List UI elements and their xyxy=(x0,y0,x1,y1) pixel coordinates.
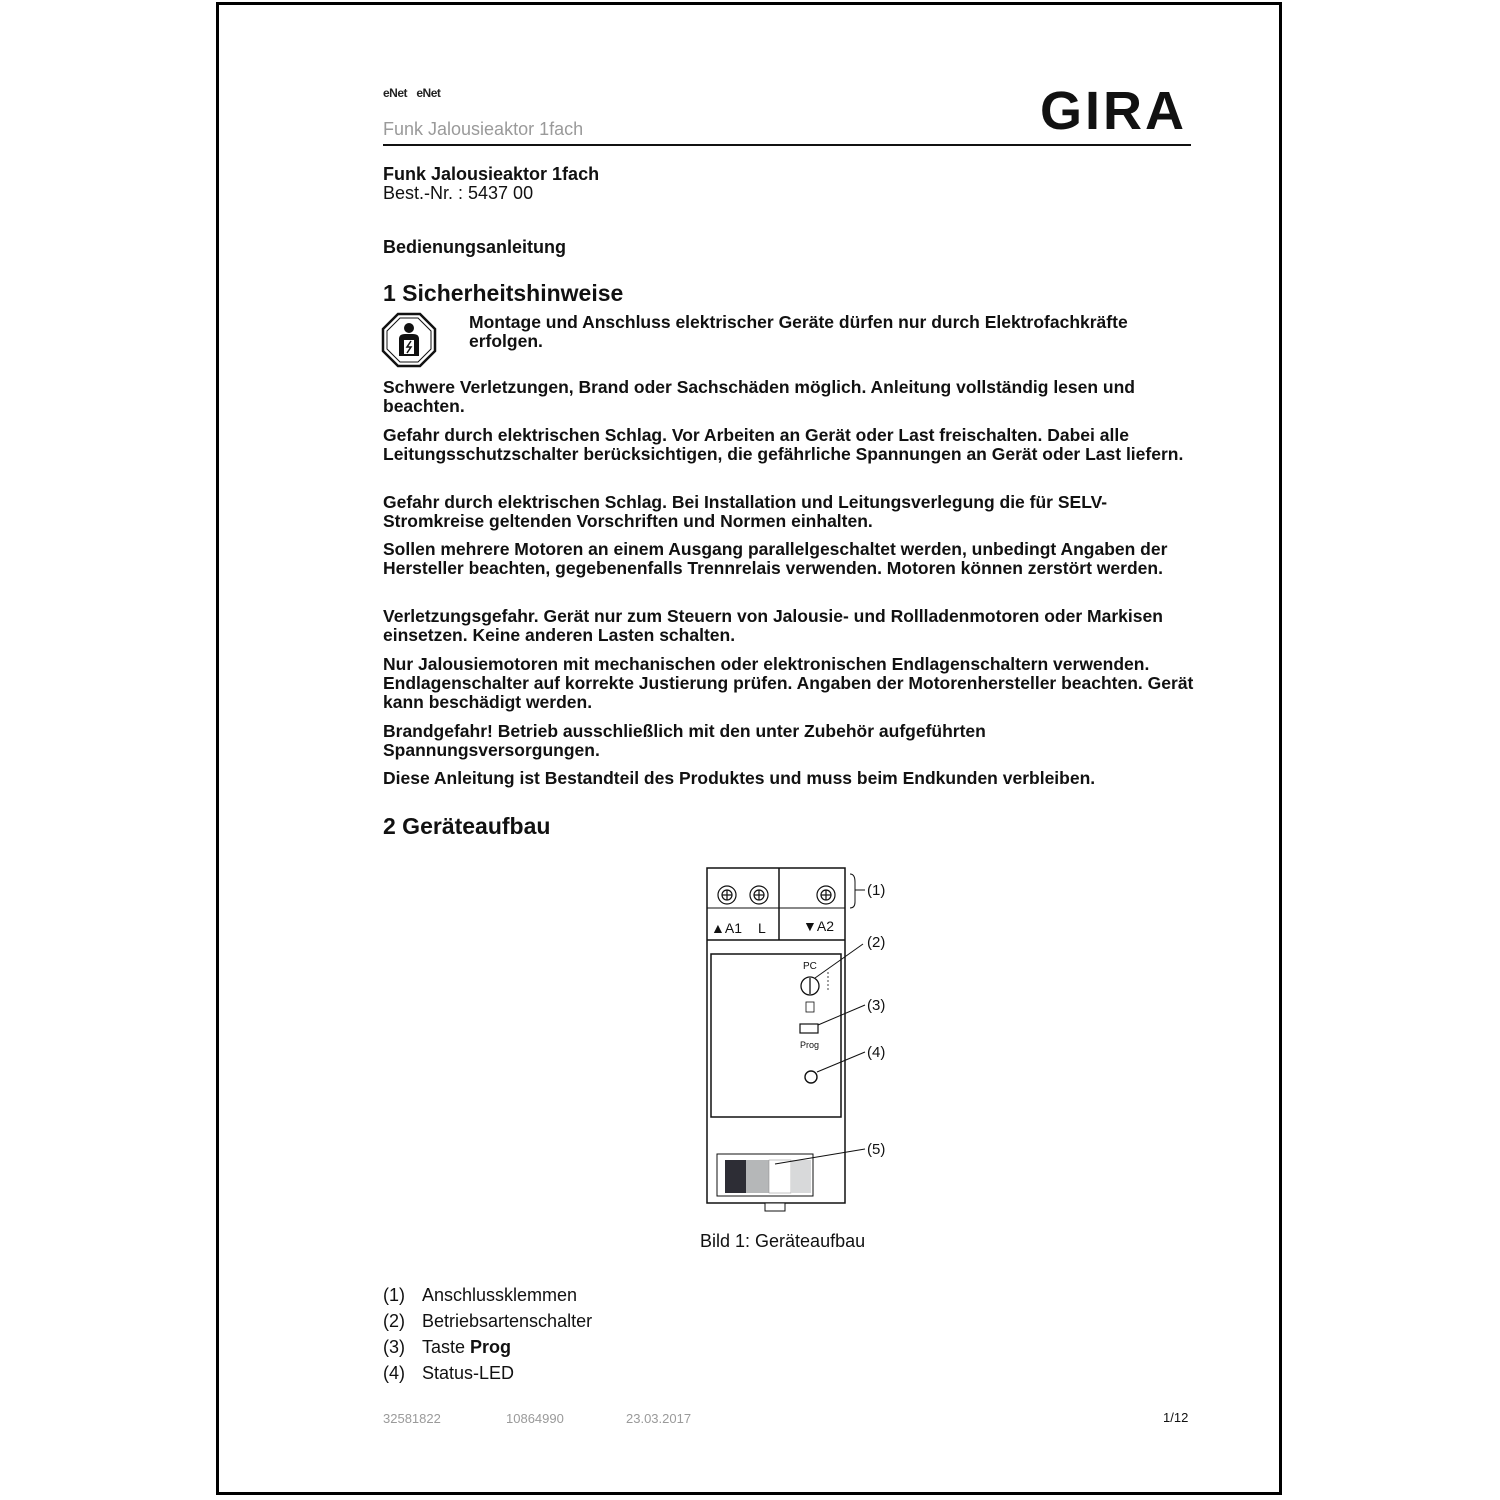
safety-paragraph: Gefahr durch elektrischen Schlag. Vor Arbeiten an Gerät oder Last freischalten. Dabei alle Leitungsschutzschalter berücksichtigen, die gefährliche Spannungen an Gerät oder Last liefern. xyxy=(383,425,1184,464)
callout-1: (1) xyxy=(867,882,886,899)
footer-code-2: 10864990 xyxy=(506,1411,564,1426)
legend-number: (4) xyxy=(383,1363,405,1383)
enet-logos xyxy=(383,86,446,100)
legend-text: Status-LED xyxy=(422,1363,515,1383)
status-led-icon xyxy=(805,1071,817,1083)
header-subtitle: Funk Jalousieaktor 1fach xyxy=(383,119,584,139)
safety-paragraph: Verletzungsgefahr. Gerät nur zum Steuern von Jalousie- und Rollladenmotoren oder Markisen einsetzen. Keine anderen Lasten schalten. xyxy=(383,606,1163,645)
safety-paragraph: Gefahr durch elektrischen Schlag. Bei Installation und Leitungsverlegung die für SELV-Stromkreise geltenden Vorschriften und Normen einhalten. xyxy=(383,492,1108,531)
safety-paragraph: Sollen mehrere Motoren an einem Ausgang parallelgeschaltet werden, unbedingt Angaben der Hersteller beachten, gegebenenfalls Trennrelais verwenden. Motoren können zerstört werden. xyxy=(383,539,1168,578)
legend-text: Anschlussklemmen xyxy=(422,1285,578,1305)
terminal-label-l: L xyxy=(758,920,766,936)
button-label: Prog xyxy=(800,1040,820,1050)
product-title: Funk Jalousieaktor 1fach xyxy=(383,164,600,184)
footer-code-1: 32581822 xyxy=(383,1411,441,1426)
switch-label: PC xyxy=(803,961,817,972)
legend-number: (1) xyxy=(383,1285,405,1305)
page-number: 1/12 xyxy=(1163,1410,1189,1425)
section-heading-safety: 1 Sicherheitshinweise xyxy=(383,280,624,306)
legend-text: Taste xyxy=(422,1337,471,1357)
figure-caption: Bild 1: Geräteaufbau xyxy=(700,1231,866,1251)
callout-3: (3) xyxy=(867,997,886,1014)
terminal-label-a1: ▲A1 xyxy=(711,920,742,936)
prog-button-icon xyxy=(800,1024,818,1033)
footer-date: 23.03.2017 xyxy=(626,1411,692,1426)
legend-text-bold: Prog xyxy=(470,1337,512,1357)
enet-logo: eNet xyxy=(383,86,408,100)
callout-4: (4) xyxy=(867,1044,886,1061)
safety-paragraph: Diese Anleitung ist Bestandteil des Produktes und muss beim Endkunden verbleiben. xyxy=(383,768,1096,788)
legend-text: Betriebsartenschalter xyxy=(422,1311,593,1331)
safety-paragraph: Brandgefahr! Betrieb ausschließlich mit den unter Zubehör aufgeführten Spannungsversorgungen. xyxy=(383,721,986,760)
section-heading-device-structure: 2 Geräteaufbau xyxy=(383,813,551,839)
header-rule xyxy=(383,144,1191,146)
electrician-warning-text: Montage und Anschluss elektrischer Geräte dürfen nur durch Elektrofachkräfte erfolgen. xyxy=(469,312,1128,351)
order-number: Best.-Nr. : 5437 00 xyxy=(383,183,534,203)
enet-smart-logo: eNet xyxy=(416,86,441,100)
legend-item xyxy=(383,1285,577,1306)
safety-paragraph: Nur Jalousiemotoren mit mechanischen oder elektronischen Endlagenschaltern verwenden. Endlagenschalter auf korrekte Justierung prüfen. Angaben der Motorenhersteller beachten. Gerät kann beschädigt werden. xyxy=(383,654,1194,712)
legend-item xyxy=(383,1363,514,1384)
document-type: Bedienungsanleitung xyxy=(383,237,567,257)
gira-logo: GIRA xyxy=(1040,81,1187,141)
legend-number: (2) xyxy=(383,1311,405,1331)
legend-number: (3) xyxy=(383,1337,405,1357)
legend-item xyxy=(383,1337,511,1358)
callout-2: (2) xyxy=(867,934,886,951)
callout-5: (5) xyxy=(867,1141,886,1158)
safety-paragraph: Schwere Verletzungen, Brand oder Sachschäden möglich. Anleitung vollständig lesen und beachten. xyxy=(383,377,1135,416)
terminal-label-a2: ▼A2 xyxy=(803,918,834,934)
electrician-warning-icon xyxy=(381,312,437,368)
legend-item xyxy=(383,1311,592,1332)
device-diagram xyxy=(695,862,905,1232)
